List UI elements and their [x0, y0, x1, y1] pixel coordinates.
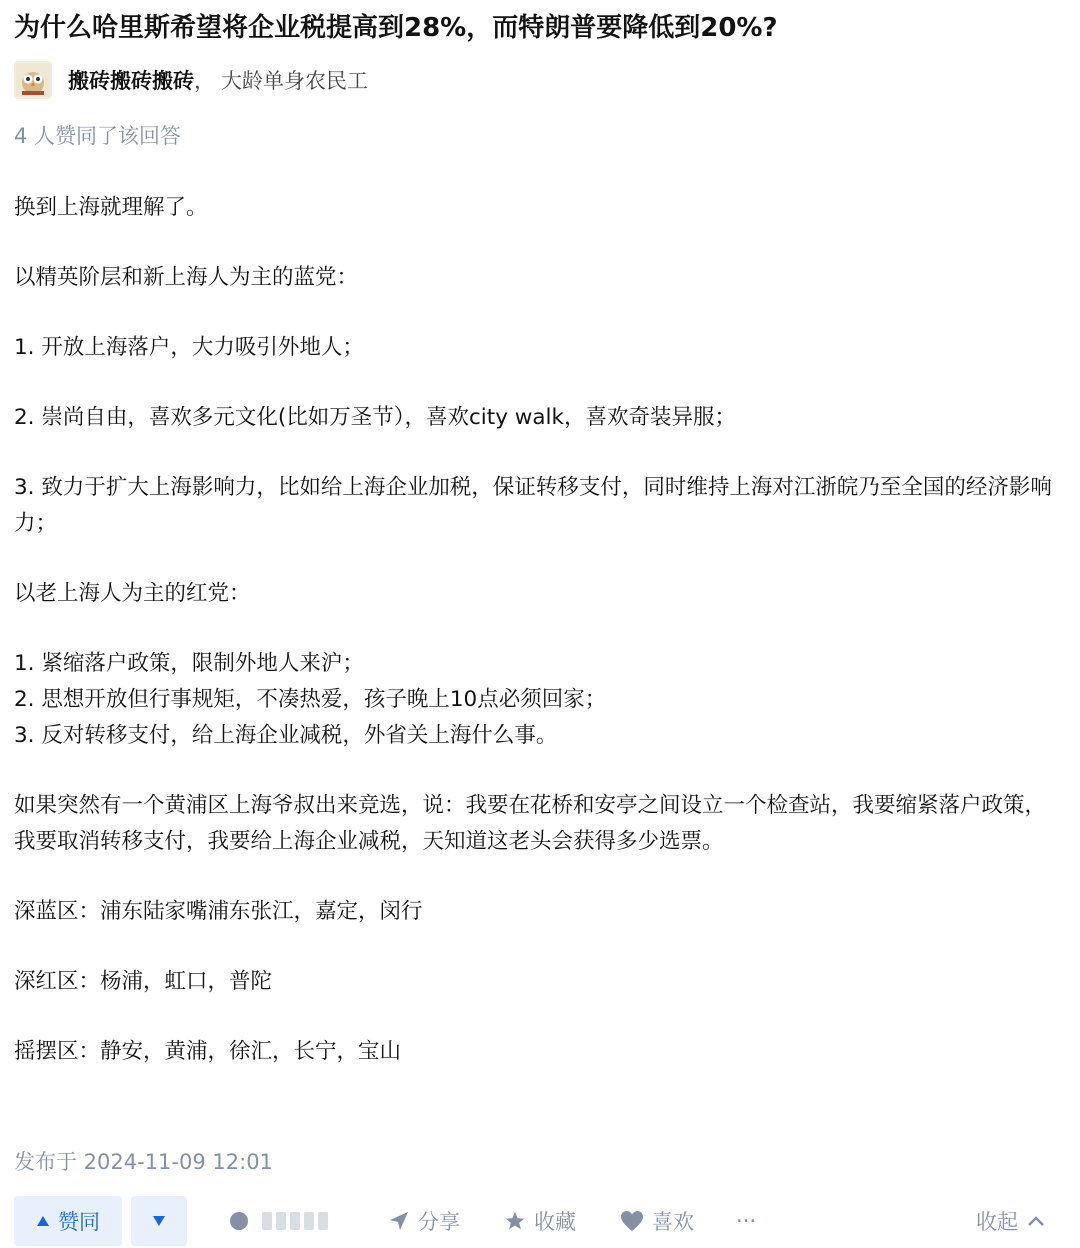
- owl-avatar-icon: [16, 63, 50, 97]
- answer-paragraph: 3. 致力于扩大上海影响力，比如给上海企业加税，保证转移支付，同时维持上海对江浙皖乃至全国的经济影响力；: [14, 475, 1052, 536]
- comment-icon: [228, 1210, 250, 1232]
- answer-paragraph: 摇摆区：静安，黄浦，徐汇，长宁，宝山: [14, 1039, 402, 1064]
- answer-paragraph: 3. 反对转移支付，给上海企业减税，外省关上海什么事。: [14, 723, 558, 748]
- question-title[interactable]: 为什么哈里斯希望将企业税提高到28%，而特朗普要降低到20%?: [14, 13, 778, 43]
- upvote-count-text: 4 人赞同了该回答: [14, 124, 182, 148]
- answer-paragraph: 深蓝区：浦东陆家嘴浦东张江，嘉定，闵行: [14, 899, 423, 924]
- more-button[interactable]: [736, 1196, 756, 1246]
- author-separator: ，: [194, 69, 215, 93]
- triangle-down-icon: [152, 1215, 166, 1227]
- answer-paragraph: 2. 思想开放但行事规矩，不凑热爱，孩子晚上10点必须回家；: [14, 687, 607, 712]
- answer-content: [14, 190, 1064, 1070]
- answer-paragraph: 2. 崇尚自由，喜欢多元文化(比如万圣节），喜欢city walk，喜欢奇装异服；: [14, 405, 736, 430]
- star-icon: [504, 1210, 526, 1232]
- answer-paragraph: 以老上海人为主的红党：: [14, 581, 251, 606]
- downvote-button[interactable]: [131, 1196, 187, 1246]
- collect-label: 收藏: [534, 1210, 576, 1234]
- author-bio: 大龄单身农民工: [221, 69, 368, 93]
- like-button[interactable]: [620, 1196, 694, 1246]
- avatar[interactable]: [14, 61, 52, 99]
- triangle-up-icon: [36, 1215, 50, 1227]
- share-label: 分享: [418, 1210, 460, 1234]
- collect-button[interactable]: [504, 1196, 576, 1246]
- author-row: [14, 60, 368, 100]
- answer-paragraph: 1. 开放上海落户，大力吸引外地人；: [14, 335, 364, 360]
- paper-plane-icon: [388, 1210, 410, 1232]
- answer-paragraph: 换到上海就理解了。: [14, 195, 208, 220]
- chevron-up-icon: [1026, 1214, 1046, 1228]
- like-label: 喜欢: [652, 1210, 694, 1234]
- collapse-label: 收起: [976, 1210, 1018, 1234]
- answer-paragraph: 深红区：杨浦，虹口，普陀: [14, 969, 273, 994]
- upvote-button[interactable]: [14, 1196, 122, 1246]
- upvote-label: 赞同: [58, 1210, 100, 1234]
- comment-count-blurred: [262, 1212, 328, 1230]
- answer-paragraph: 以精英阶层和新上海人为主的蓝党：: [14, 265, 359, 290]
- author-name[interactable]: 搬砖搬砖搬砖: [68, 69, 194, 93]
- share-button[interactable]: [388, 1196, 460, 1246]
- action-bar: [0, 1196, 1080, 1248]
- more-icon: ···: [736, 1209, 757, 1233]
- collapse-button[interactable]: [976, 1196, 1046, 1246]
- heart-icon: [620, 1210, 644, 1232]
- comment-button[interactable]: [228, 1196, 328, 1246]
- publish-timestamp[interactable]: 发布于 2024-11-09 12:01: [14, 1150, 273, 1174]
- answer-paragraph: 如果突然有一个黄浦区上海爷叔出来竞选，说：我要在花桥和安亭之间设立一个检查站，我要缩紧落户政策，我要取消转移支付，我要给上海企业减税，天知道这老头会获得多少选票。: [14, 793, 1047, 854]
- answer-paragraph: 1. 紧缩落户政策，限制外地人来沪；: [14, 651, 364, 676]
